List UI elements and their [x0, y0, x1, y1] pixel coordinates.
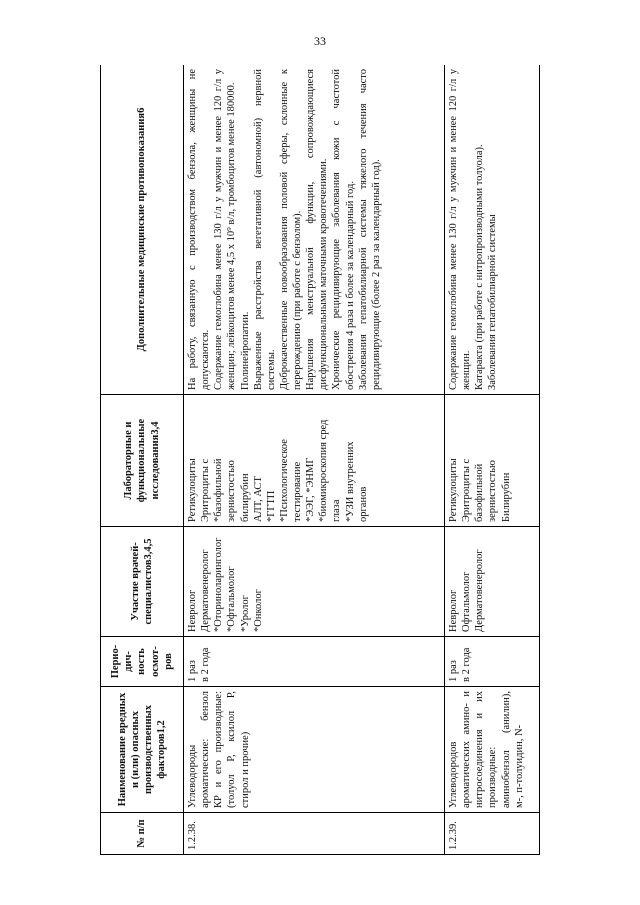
cell-doctors: Невролог Офтальмолог Дерматовенеролог — [445, 527, 540, 637]
cell-factor: Углеводороды ароматические: бензол КР и его производные: (толуол Р, ксилол Р, стирол и прочие) — [184, 687, 445, 813]
page-number: 33 — [314, 34, 326, 48]
rotated-table-container — [100, 65, 540, 855]
header-contra: Дополнительные медицинские противопоказания6 — [101, 65, 184, 395]
cell-contra: Содержание гемоглобина менее 130 г/л у мужчин и менее 120 г/л у женщин. Катаракта (при работе с нитропроизводными толуола). Заболевания гепатобилиарной системы — [445, 65, 540, 395]
cell-period: 1 раз в 2 года — [184, 637, 445, 687]
header-num: № п/п — [101, 813, 184, 855]
header-lab: Лабораторные и функциональные исследования3,4 — [101, 395, 184, 527]
header-doctors: Участие врачей-специалистов3,4,5 — [101, 527, 184, 637]
rotated-table-region — [100, 65, 540, 855]
table-row — [445, 65, 540, 855]
cell-num: 1.2.39. — [445, 813, 540, 855]
cell-contra: На работу, связанную с производством бензола, женщины не допускаются. Содержание гемоглобина менее 130 г/л у мужчин и менее 120 г/л у женщин; лейкоцитов менее 4,5 х 10⁹ в/л, тромбоцитов менее 180000. Полинейропатии. Выраженные расстройства вегетативной (автономной) нервной системы. Доброкачественные новообразования половой сферы, склонные к перерождению (при работе с бензолом). Нарушения менструальной функции, сопровождающиеся дисфункциональными маточными кровотечениями. Хронические рецидивирующие заболевания кожи с частотой обострения 4 раза и более за календарный год. Заболевания гепатобилиарной системы тяжелого течения часто рецидивирующие (более 2 раз за календарный год). — [184, 65, 445, 395]
header-factor: Наименование вредных и (или) опасных производственных факторов1,2 — [101, 687, 184, 813]
table-row — [184, 65, 445, 855]
cell-num: 1.2.38. — [184, 813, 445, 855]
table-header-row — [101, 65, 184, 855]
cell-lab: Ретикулоциты Эритроциты с *базофильной зернистостью билирубин АЛТ, АСТ *ГГТП *Психологическое тестирование *ЭЭГ, *ЭНМГ *биомикроскопия сред глаза *УЗИ внутренних органов — [184, 395, 445, 527]
cell-factor: Углеводородов ароматических амино- и нитросоединения и их производные: аминобензол (анилин), м-, п-толуидин, N- — [445, 687, 540, 813]
cell-doctors: Невролог Дерматовенеролог *Оториноларинголог *Офтальмолог *Уролог *Онколог — [184, 527, 445, 637]
cell-period: 1 раз в 2 года — [445, 637, 540, 687]
header-period: Перио-дич-ность осмот-ров — [101, 637, 184, 687]
cell-lab: Ретикулоциты Эритроциты с базофильной зернистостью Билирубин — [445, 395, 540, 527]
factors-table — [100, 65, 540, 855]
